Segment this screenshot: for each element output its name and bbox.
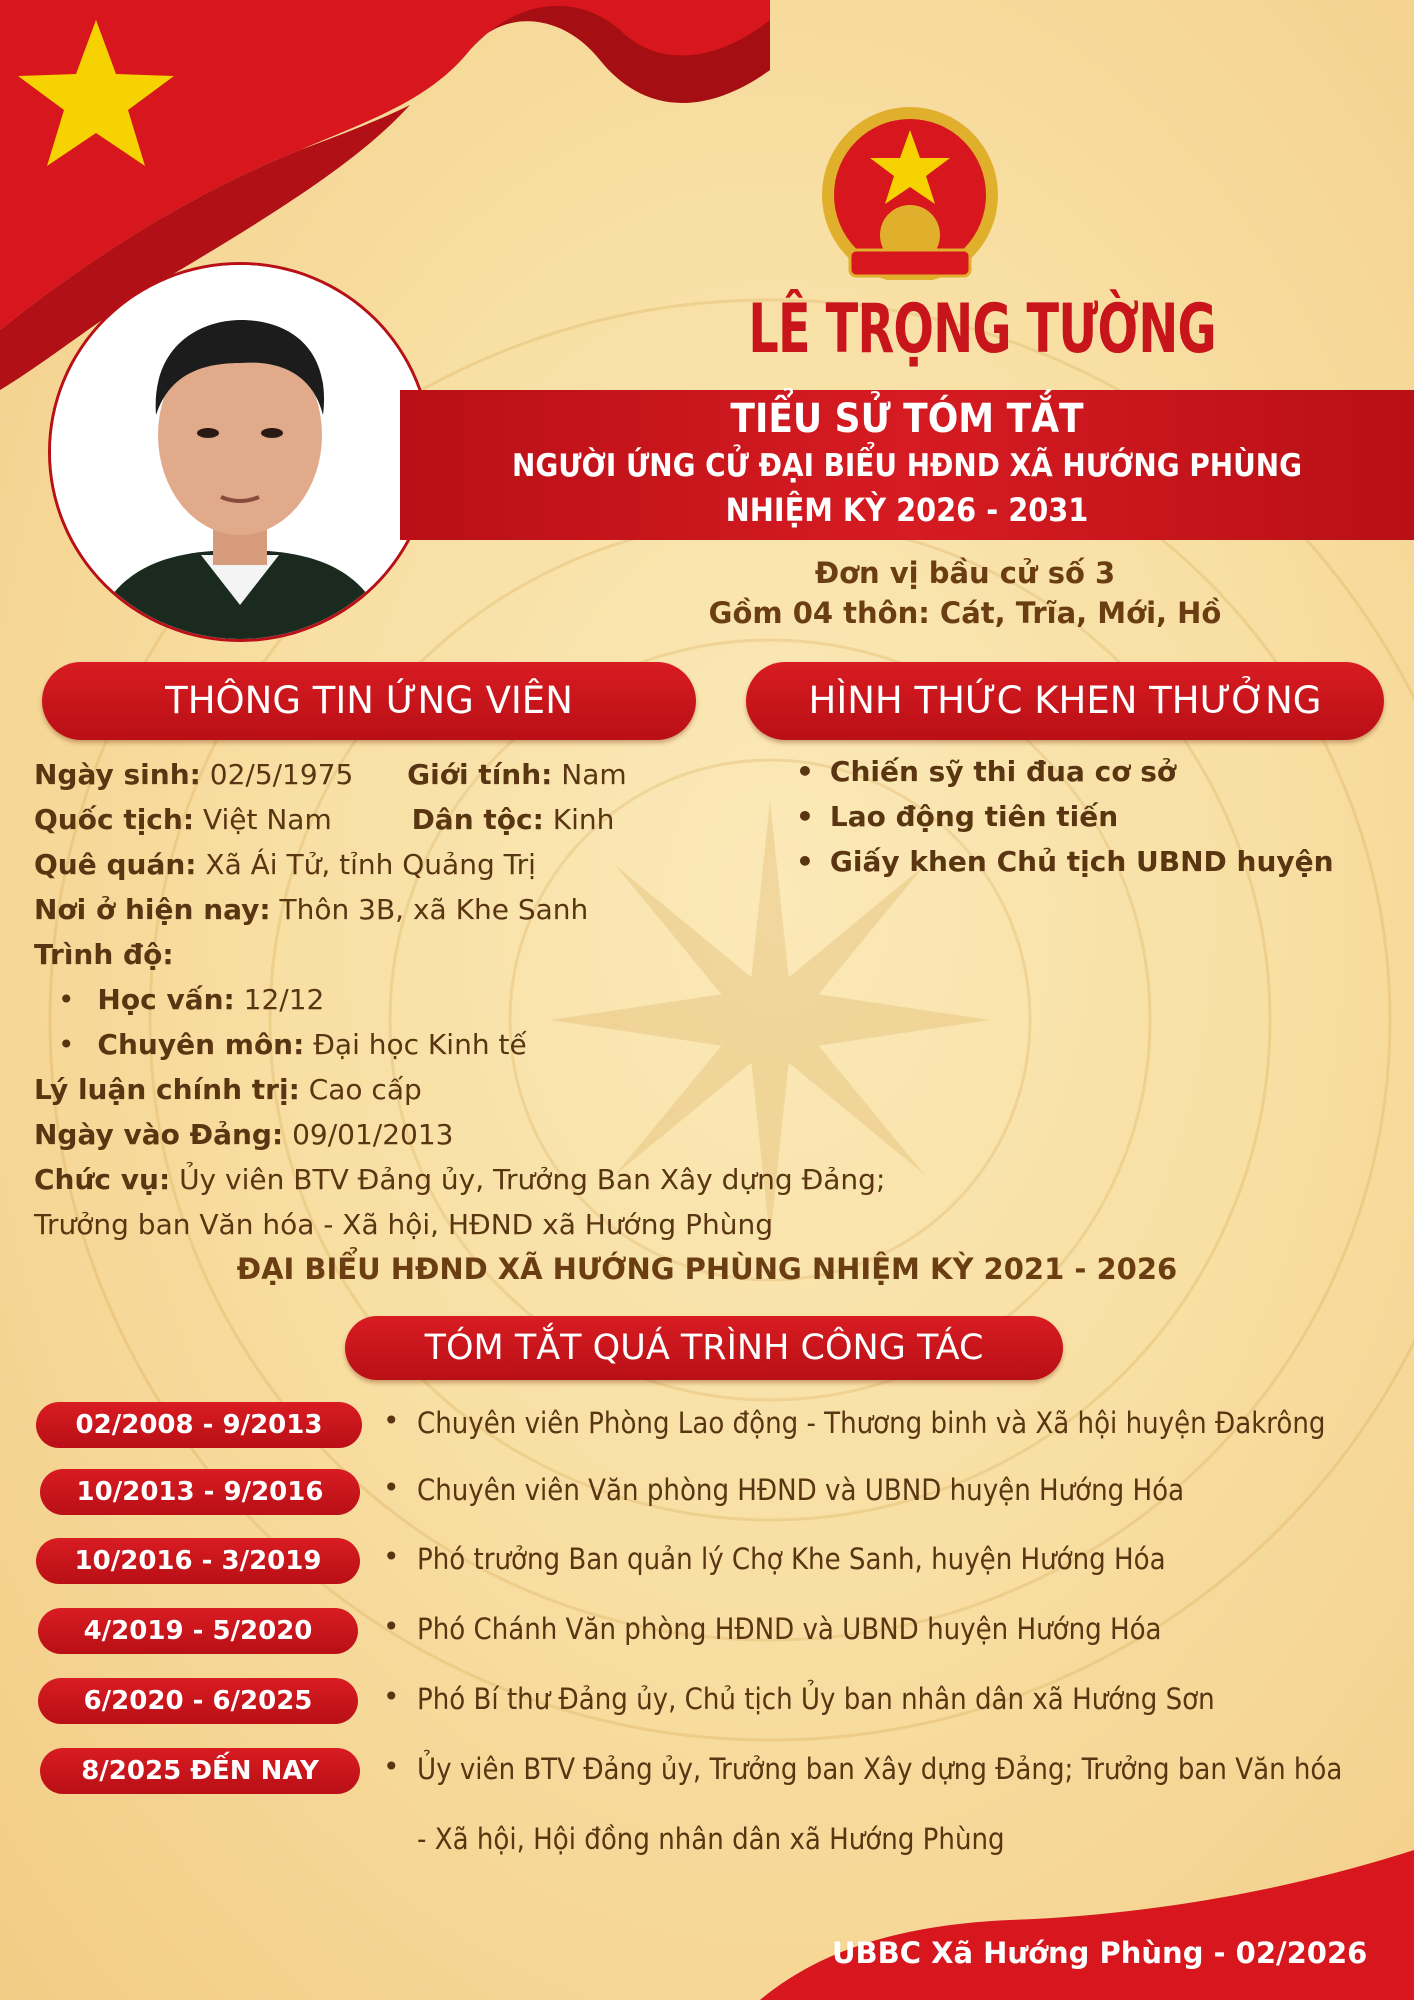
party-value: 09/01/2013 <box>292 1118 454 1151</box>
previous-term: ĐẠI BIỂU HĐND XÃ HƯỚNG PHÙNG NHIỆM KỲ 2021 - 2026 <box>236 1252 1178 1286</box>
work-description: Chuyên viên Phòng Lao động - Thương binh và Xã hội huyện Đakrông <box>417 1406 1326 1440</box>
bullet-icon: • <box>383 1680 400 1713</box>
info-row-nationality-ethnic <box>34 803 614 836</box>
work-description-continued: - Xã hội, Hội đồng nhân dân xã Hướng Phùng <box>417 1822 1005 1856</box>
national-emblem-icon <box>790 100 1030 280</box>
work-period: 8/2025 ĐẾN NAY <box>40 1748 360 1794</box>
education-label: Trình độ: <box>34 938 174 971</box>
candidate-info-heading: THÔNG TIN ỨNG VIÊN <box>42 662 696 740</box>
major-label: Chuyên môn: <box>97 1028 305 1061</box>
gender-value: Nam <box>561 758 627 791</box>
gender-label: Giới tính: <box>407 758 553 791</box>
candidate-name: LÊ TRỌNG TƯỜNG <box>748 290 1216 369</box>
award-item: • Chiến sỹ thi đua cơ sở <box>796 755 1176 788</box>
award-item: • Lao động tiên tiến <box>796 800 1118 833</box>
hometown-label: Quê quán: <box>34 848 197 881</box>
residence-value: Thôn 3B, xã Khe Sanh <box>279 893 589 926</box>
banner-title: TIỂU SỬ TÓM TẮT <box>730 396 1084 442</box>
general-education-label: Học vấn: <box>97 983 235 1016</box>
bullet-icon: • <box>383 1471 400 1504</box>
bullet-icon: • <box>383 1750 400 1783</box>
info-row-major <box>58 1028 527 1061</box>
info-row-politics <box>34 1073 422 1106</box>
title-banner <box>400 390 1414 540</box>
banner-term: NHIỆM KỲ 2026 - 2031 <box>725 491 1089 529</box>
electoral-unit: Đơn vị bầu cử số 3 <box>814 556 1116 590</box>
position-value-line2: Trưởng ban Văn hóa - Xã hội, HĐND xã Hướng Phùng <box>34 1208 774 1241</box>
work-description: Chuyên viên Văn phòng HĐND và UBND huyện Hướng Hóa <box>417 1473 1185 1507</box>
bullet-icon: • <box>383 1404 400 1437</box>
work-description: Phó trưởng Ban quản lý Chợ Khe Sanh, huyện Hướng Hóa <box>417 1542 1166 1576</box>
candidate-photo <box>48 262 432 642</box>
info-row-position <box>34 1163 885 1196</box>
work-description: Phó Chánh Văn phòng HĐND và UBND huyện Hướng Hóa <box>417 1612 1162 1646</box>
party-label: Ngày vào Đảng: <box>34 1118 284 1151</box>
work-description: Ủy viên BTV Đảng ủy, Trưởng ban Xây dựng Đảng; Trưởng ban Văn hóa <box>417 1752 1343 1786</box>
position-value-line1: Ủy viên BTV Đảng ủy, Trưởng Ban Xây dựng Đảng; <box>179 1163 886 1196</box>
electoral-villages: Gồm 04 thôn: Cát, Trĩa, Mới, Hồ <box>708 596 1222 630</box>
ethnic-label: Dân tộc: <box>411 803 544 836</box>
banner-subtitle: NGƯỜI ỨNG CỬ ĐẠI BIỂU HĐND XÃ HƯỚNG PHÙNG <box>511 448 1302 484</box>
nationality-value: Việt Nam <box>202 803 332 836</box>
ethnic-value: Kinh <box>552 803 615 836</box>
info-row-party <box>34 1118 453 1151</box>
award-item: • Giấy khen Chủ tịch UBND huyện <box>796 845 1334 878</box>
hometown-value: Xã Ái Tử, tỉnh Quảng Trị <box>205 848 536 881</box>
work-period: 10/2016 - 3/2019 <box>36 1538 360 1584</box>
info-row-general-education <box>58 983 324 1016</box>
work-history-heading: TÓM TẮT QUÁ TRÌNH CÔNG TÁC <box>345 1316 1063 1380</box>
info-row-hometown <box>34 848 536 881</box>
nationality-label: Quốc tịch: <box>34 803 195 836</box>
politics-label: Lý luận chính trị: <box>34 1073 300 1106</box>
work-period: 6/2020 - 6/2025 <box>38 1678 358 1724</box>
work-period: 02/2008 - 9/2013 <box>36 1402 362 1448</box>
dob-value: 02/5/1975 <box>209 758 354 791</box>
dob-label: Ngày sinh: <box>34 758 201 791</box>
awards-heading: HÌNH THỨC KHEN THƯỞNG <box>746 662 1384 740</box>
general-education-value: 12/12 <box>243 983 325 1016</box>
info-row-dob-gender <box>34 758 627 791</box>
work-period: 10/2013 - 9/2016 <box>40 1469 360 1515</box>
position-label: Chức vụ: <box>34 1163 171 1196</box>
work-period: 4/2019 - 5/2020 <box>38 1608 358 1654</box>
footer-caption: UBBC Xã Hướng Phùng - 02/2026 <box>832 1936 1368 1970</box>
info-row-residence <box>34 893 588 926</box>
info-row-education <box>34 938 174 971</box>
work-description: Phó Bí thư Đảng ủy, Chủ tịch Ủy ban nhân dân xã Hướng Sơn <box>417 1682 1215 1716</box>
residence-label: Nơi ở hiện nay: <box>34 893 271 926</box>
bullet-icon: • <box>383 1540 400 1573</box>
footer-wave <box>0 1840 1414 2000</box>
bullet-icon: • <box>383 1610 400 1643</box>
politics-value: Cao cấp <box>308 1073 422 1106</box>
major-value: Đại học Kinh tế <box>313 1028 527 1061</box>
